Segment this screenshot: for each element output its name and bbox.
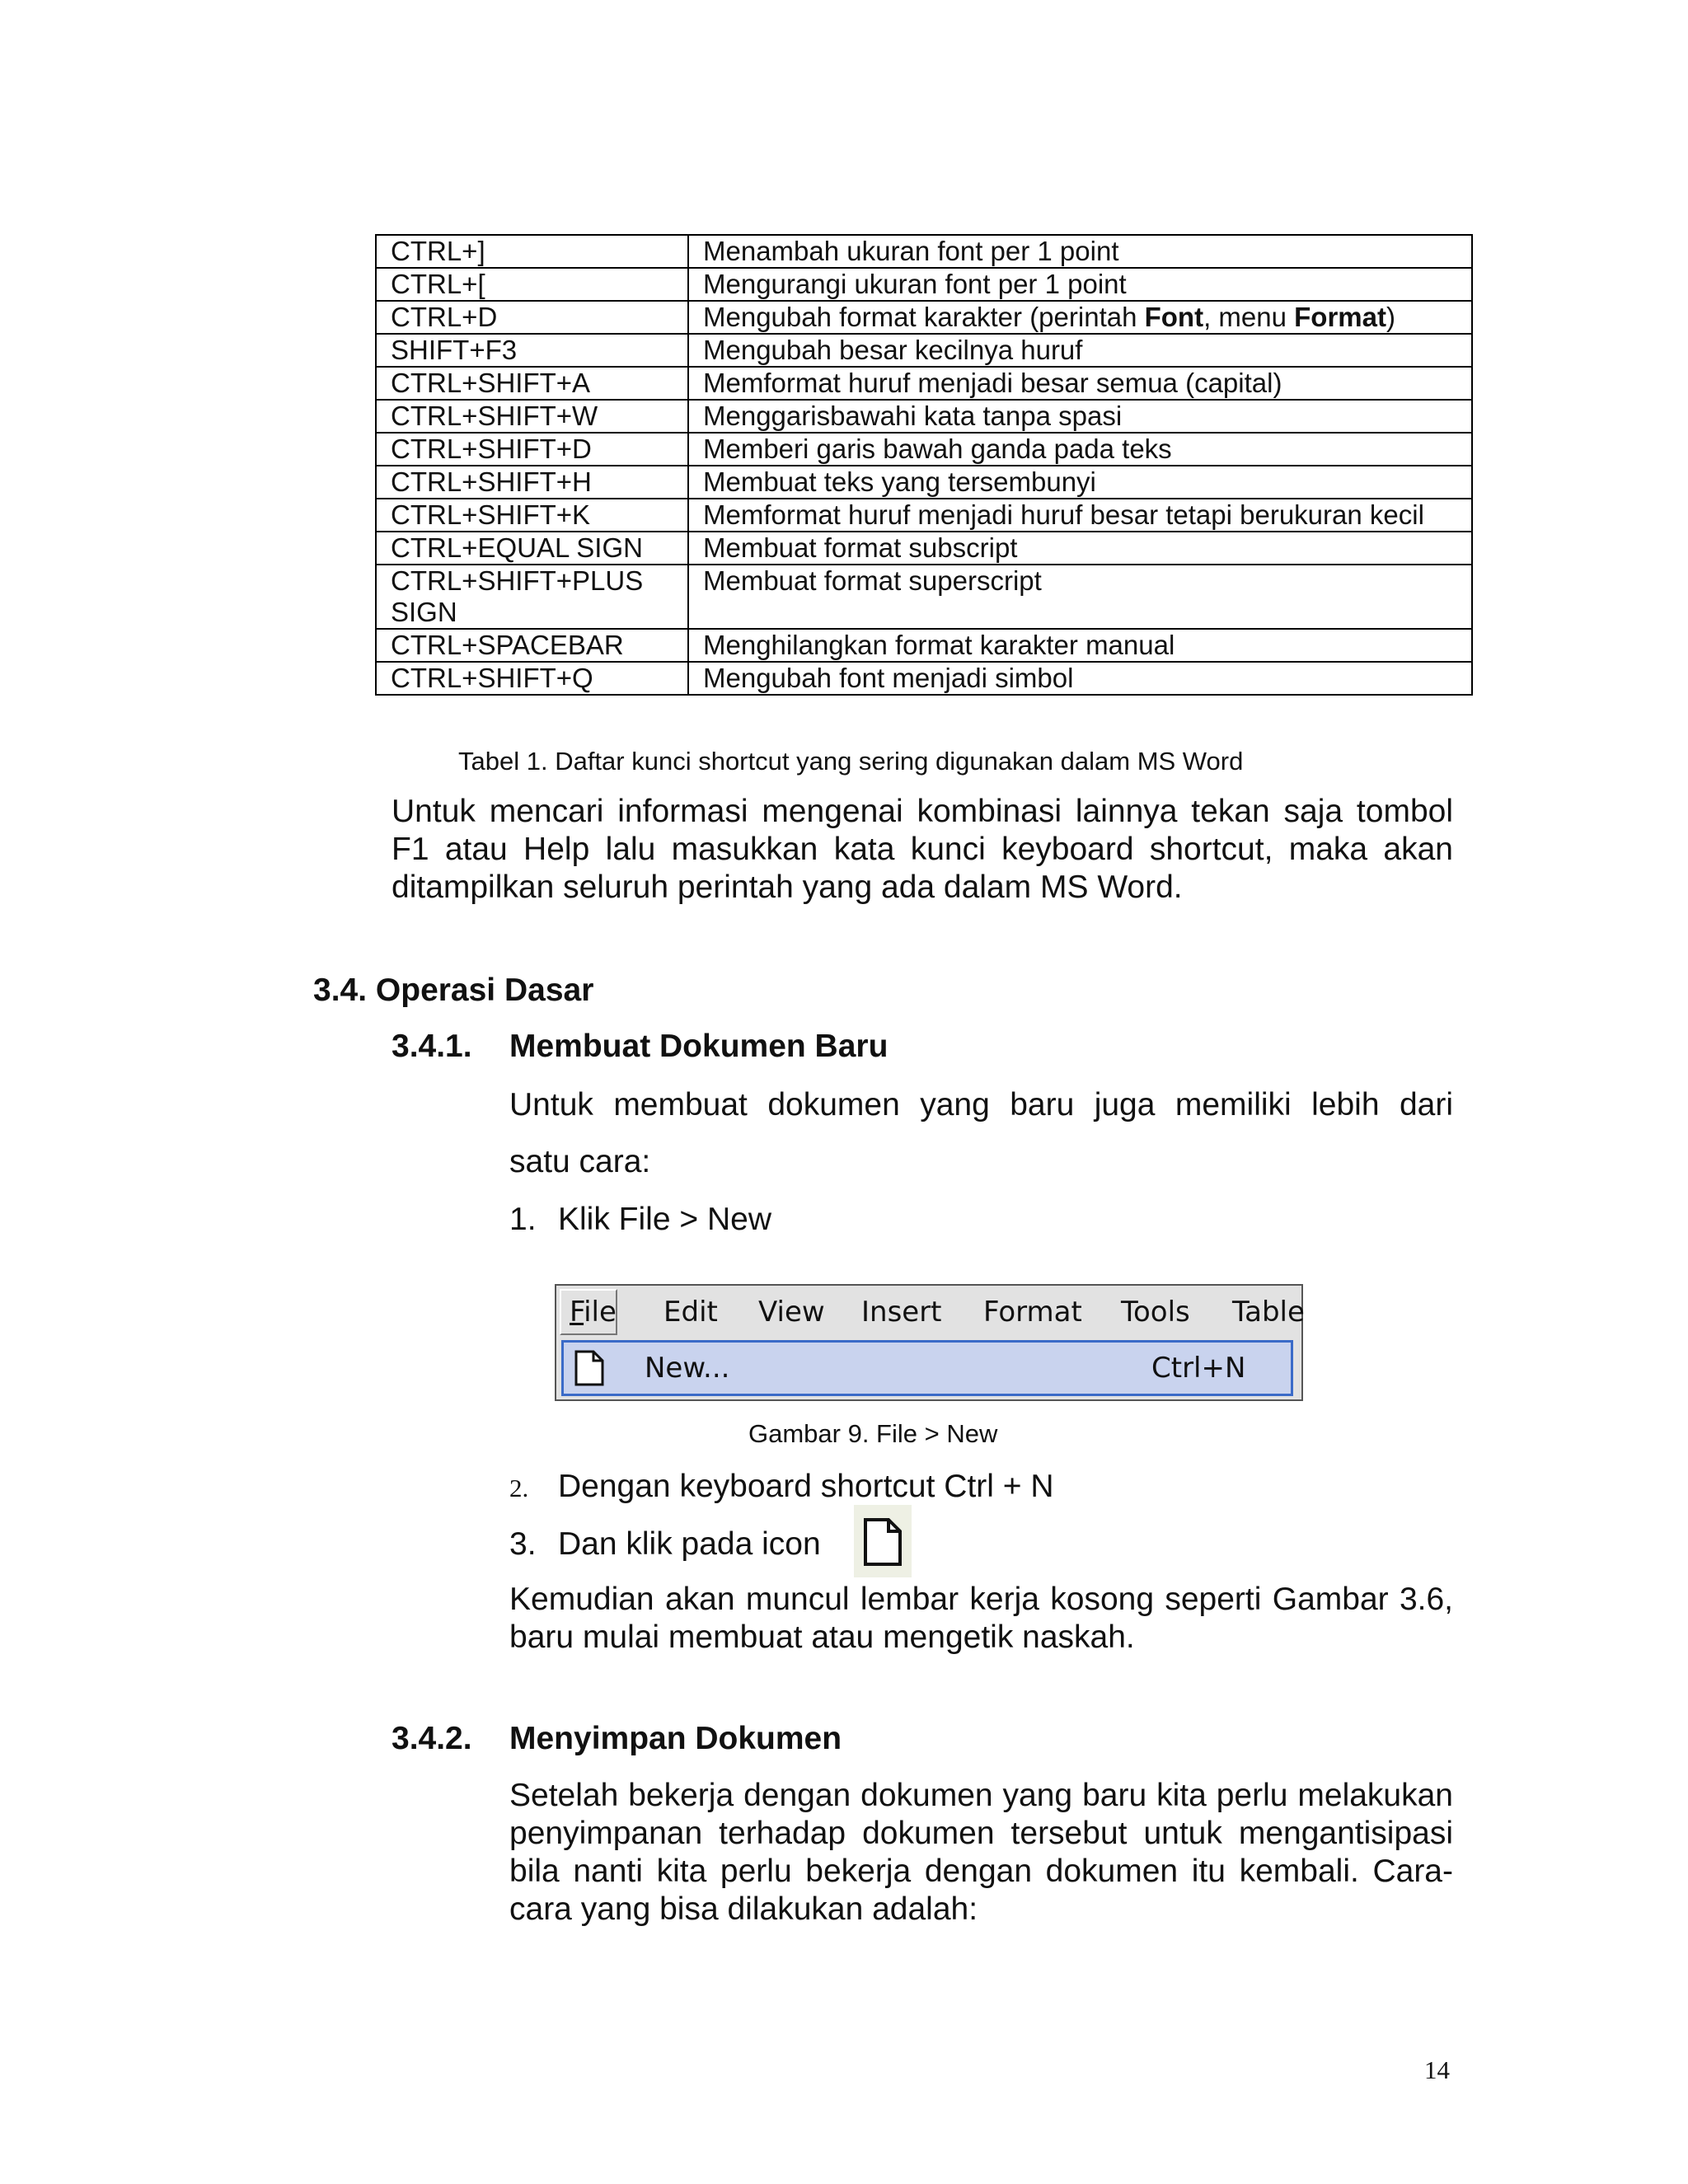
shortcut-key: CTRL+D — [376, 301, 688, 334]
shortcut-desc: Menggarisbawahi kata tanpa spasi — [688, 400, 1472, 433]
figure-caption: Gambar 9. File > New — [748, 1419, 998, 1448]
list-number: 2. — [509, 1474, 529, 1502]
shortcut-key: CTRL+SHIFT+D — [376, 433, 688, 466]
shortcut-desc: Mengubah format karakter (perintah Font, menu Format) — [688, 301, 1472, 334]
table-row — [376, 400, 1472, 433]
shortcut-key: CTRL+SHIFT+PLUS SIGN — [376, 565, 688, 629]
subsection-number: 3.4.1. — [392, 1029, 472, 1064]
page-number: 14 — [1424, 2055, 1450, 2084]
shortcut-desc: Memformat huruf menjadi besar semua (capital) — [688, 367, 1472, 400]
list-number: 1. — [509, 1202, 537, 1237]
shortcut-key: SHIFT+F3 — [376, 334, 688, 367]
subsection-intro: Untuk membuat dokumen yang baru juga memiliki lebih dari — [509, 1087, 1453, 1122]
section-title: Operasi Dasar — [375, 972, 594, 1008]
shortcut-desc: Mengurangi ukuran font per 1 point — [688, 268, 1472, 301]
menu-view[interactable]: View — [758, 1296, 825, 1329]
table-row — [376, 499, 1472, 532]
section-number: 3.4. — [313, 972, 368, 1008]
shortcut-key: CTRL+SHIFT+W — [376, 400, 688, 433]
table-row — [376, 662, 1472, 695]
shortcut-key: CTRL+SHIFT+Q — [376, 662, 688, 695]
shortcut-desc: Mengubah font menjadi simbol — [688, 662, 1472, 695]
intro-paragraph: Untuk mencari informasi mengenai kombinasi lainnya tekan saja tombol F1 atau Help lalu masukkan kata kunci keyboard shortcut, maka akan ditampilkan seluruh perintah yang ada dalam MS Word. — [392, 794, 1453, 905]
table-row — [376, 367, 1472, 400]
menu-screenshot — [555, 1284, 1303, 1401]
table-row — [376, 629, 1472, 662]
menu-bar — [556, 1286, 1305, 1340]
menu-format[interactable]: Format — [983, 1296, 1082, 1329]
table-row — [376, 334, 1472, 367]
menu-new-shortcut: Ctrl+N — [1151, 1352, 1246, 1385]
table-row — [376, 235, 1472, 268]
new-document-button[interactable] — [854, 1505, 912, 1577]
shortcut-key: CTRL+SHIFT+H — [376, 466, 688, 499]
menu-insert[interactable]: Insert — [861, 1296, 942, 1329]
menu-edit[interactable]: Edit — [663, 1296, 718, 1329]
list-text: Dan klik pada icon — [558, 1526, 821, 1562]
shortcut-key: CTRL+SPACEBAR — [376, 629, 688, 662]
table-caption: Tabel 1. Daftar kunci shortcut yang sering digunakan dalam MS Word — [458, 747, 1244, 776]
list-text: Dengan keyboard shortcut Ctrl + N — [558, 1469, 1054, 1504]
new-document-icon — [574, 1349, 605, 1387]
closing-paragraph: Kemudian akan muncul lembar kerja kosong seperti Gambar 3.6, baru mulai membuat atau mengetik naskah. — [509, 1582, 1453, 1655]
shortcut-desc: Mengubah besar kecilnya huruf — [688, 334, 1472, 367]
shortcut-key: CTRL+SHIFT+A — [376, 367, 688, 400]
list-item — [509, 1202, 1251, 1238]
list-text: Klik File > New — [558, 1202, 771, 1237]
shortcut-desc: Membuat teks yang tersembunyi — [688, 466, 1472, 499]
subsection-intro-cont: satu cara: — [509, 1144, 651, 1179]
shortcut-key: CTRL+] — [376, 235, 688, 268]
menu-item-new[interactable] — [561, 1340, 1293, 1396]
new-document-icon — [862, 1516, 903, 1568]
table-row — [376, 466, 1472, 499]
table-row — [376, 433, 1472, 466]
shortcut-key: CTRL+[ — [376, 268, 688, 301]
shortcut-desc: Membuat format subscript — [688, 532, 1472, 565]
menu-table[interactable]: Table — [1232, 1296, 1305, 1329]
shortcut-table — [375, 234, 1473, 696]
shortcut-desc: Menambah ukuran font per 1 point — [688, 235, 1472, 268]
list-item — [509, 1469, 1251, 1505]
table-row — [376, 268, 1472, 301]
subsection-paragraph: Setelah bekerja dengan dokumen yang baru kita perlu melakukan penyimpanan terhadap dokumen tersebut untuk mengantisipasi bila nanti kita perlu bekerja dengan dokumen itu kembali. Cara-cara yang bisa dilakukan adalah: — [509, 1778, 1453, 1927]
shortcut-key: CTRL+EQUAL SIGN — [376, 532, 688, 565]
table-row — [376, 301, 1472, 334]
subsection-title: Menyimpan Dokumen — [509, 1721, 842, 1756]
list-number: 3. — [509, 1526, 537, 1562]
shortcut-desc: Memformat huruf menjadi huruf besar tetapi berukuran kecil — [688, 499, 1472, 532]
table-row — [376, 532, 1472, 565]
menu-file[interactable]: File — [560, 1289, 617, 1335]
menu-tools[interactable]: Tools — [1121, 1296, 1190, 1329]
section-heading — [313, 972, 593, 1009]
table-row — [376, 565, 1472, 629]
subsection-title: Membuat Dokumen Baru — [509, 1029, 889, 1064]
shortcut-desc: Memberi garis bawah ganda pada teks — [688, 433, 1472, 466]
subsection-number: 3.4.2. — [392, 1721, 472, 1756]
shortcut-desc: Menghilangkan format karakter manual — [688, 629, 1472, 662]
shortcut-key: CTRL+SHIFT+K — [376, 499, 688, 532]
shortcut-desc: Membuat format superscript — [688, 565, 1472, 629]
menu-new-label: New... — [645, 1352, 730, 1385]
